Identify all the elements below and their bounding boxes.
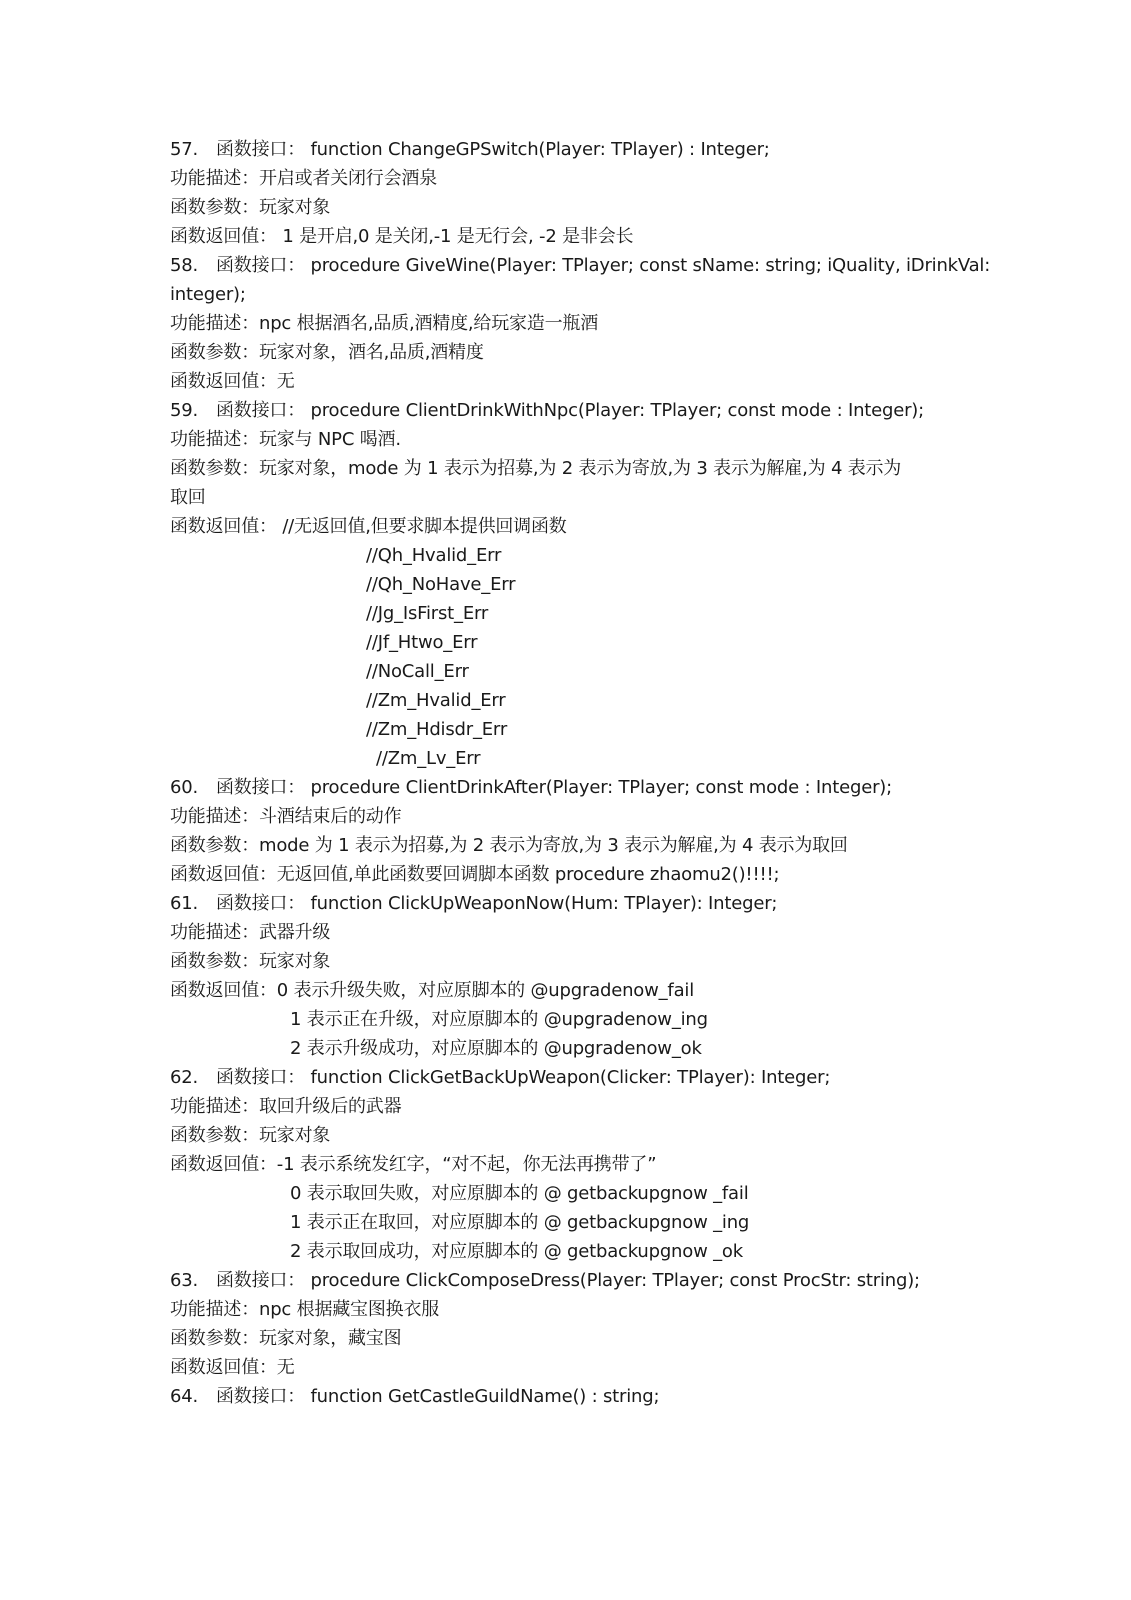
doc-line: 功能描述：开启或者关闭行会酒泉 [170, 168, 437, 189]
doc-line: 函数参数：玩家对象 [170, 951, 331, 972]
doc-line [170, 889, 777, 918]
doc-line: 函数参数：玩家对象，酒名,品质,酒精度 [170, 342, 484, 363]
doc-line: 功能描述：玩家与 NPC 喝酒. [170, 429, 401, 450]
item-number: 63. [170, 1270, 199, 1291]
doc-line: 函数参数：mode 为 1 表示为招募,为 2 表示为寄放,为 3 表示为解雇,为 4 表示为取回 [170, 835, 848, 856]
line-text: 函数接口： function ClickGetBackUpWeapon(Clicker: TPlayer): Integer; [216, 1067, 831, 1088]
doc-line: integer); [170, 284, 246, 305]
doc-line [170, 1063, 830, 1092]
line-text: 函数接口： procedure ClientDrinkWithNpc(Player: TPlayer; const mode : Integer); [216, 400, 924, 421]
doc-line: 函数返回值： //无返回值,但要求脚本提供回调函数 [170, 516, 567, 537]
line-text: 函数接口： procedure ClientDrinkAfter(Player: TPlayer; const mode : Integer); [216, 777, 892, 798]
callback-name: //NoCall_Err [366, 661, 469, 682]
doc-line: 0 表示取回失败，对应原脚本的 @ getbackupgnow _fail [290, 1183, 749, 1204]
doc-line: 函数参数：玩家对象，藏宝图 [170, 1328, 402, 1349]
doc-line: 函数返回值：无 [170, 1357, 295, 1378]
doc-line [170, 1382, 659, 1411]
item-number: 62. [170, 1067, 199, 1088]
doc-line: 1 表示正在取回，对应原脚本的 @ getbackupgnow _ing [290, 1212, 750, 1233]
doc-line: 2 表示升级成功，对应原脚本的 @upgradenow_ok [290, 1038, 702, 1059]
callback-name: //Qh_NoHave_Err [366, 574, 516, 595]
item-number: 61. [170, 893, 199, 914]
doc-line: 函数返回值：-1 表示系统发红字，“对不起，你无法再携带了” [170, 1154, 657, 1175]
callback-name: //Jf_Htwo_Err [366, 632, 478, 653]
doc-line: 函数参数：玩家对象 [170, 1125, 331, 1146]
doc-line: 2 表示取回成功，对应原脚本的 @ getbackupgnow _ok [290, 1241, 743, 1262]
item-number: 60. [170, 777, 199, 798]
doc-line: 功能描述：取回升级后的武器 [170, 1096, 402, 1117]
callback-name: //Zm_Hvalid_Err [366, 690, 506, 711]
line-text: 函数接口： function ChangeGPSwitch(Player: TPlayer) : Integer; [216, 139, 770, 160]
doc-line: 函数返回值：0 表示升级失败，对应原脚本的 @upgradenow_fail [170, 980, 694, 1001]
doc-line: 函数参数：玩家对象 [170, 197, 331, 218]
doc-line [170, 135, 770, 164]
doc-line [170, 1266, 920, 1295]
line-text: 函数接口： procedure GiveWine(Player: TPlayer; const sName: string; iQuality, iDrinkVal: [216, 255, 991, 276]
doc-line [170, 396, 924, 425]
doc-line: 功能描述：npc 根据藏宝图换衣服 [170, 1299, 440, 1320]
doc-line: 功能描述：武器升级 [170, 922, 331, 943]
callback-name: //Zm_Hdisdr_Err [366, 719, 508, 740]
item-number: 57. [170, 139, 199, 160]
doc-line: 函数参数：玩家对象，mode 为 1 表示为招募,为 2 表示为寄放,为 3 表示为解雇,为 4 表示为 [170, 458, 902, 479]
doc-line: 函数返回值： 1 是开启,0 是关闭,-1 是无行会, -2 是非会长 [170, 226, 634, 247]
callback-name: //Jg_IsFirst_Err [366, 603, 489, 624]
doc-line: 功能描述：npc 根据酒名,品质,酒精度,给玩家造一瓶酒 [170, 313, 599, 334]
callback-name: //Qh_Hvalid_Err [366, 545, 502, 566]
doc-line: 功能描述：斗酒结束后的动作 [170, 806, 402, 827]
doc-line: 取回 [170, 487, 206, 508]
doc-line: 函数返回值：无返回值,单此函数要回调脚本函数 procedure zhaomu2()!!!!; [170, 864, 780, 885]
line-text: 函数接口： function GetCastleGuildName() : string; [216, 1386, 660, 1407]
doc-line [170, 773, 892, 802]
line-text: 函数接口： function ClickUpWeaponNow(Hum: TPlayer): Integer; [216, 893, 778, 914]
item-number: 64. [170, 1386, 199, 1407]
item-number: 59. [170, 400, 199, 421]
doc-line: 1 表示正在升级，对应原脚本的 @upgradenow_ing [290, 1009, 708, 1030]
item-number: 58. [170, 255, 199, 276]
doc-line [170, 251, 990, 280]
line-text: 函数接口： procedure ClickComposeDress(Player: TPlayer; const ProcStr: string); [216, 1270, 920, 1291]
callback-name: //Zm_Lv_Err [376, 748, 481, 769]
doc-line: 函数返回值：无 [170, 371, 295, 392]
